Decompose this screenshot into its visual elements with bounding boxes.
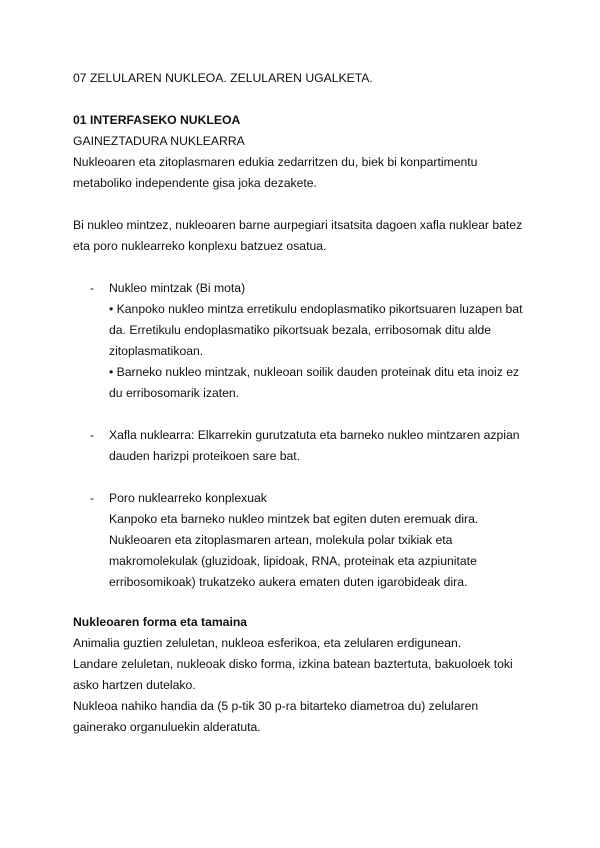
paragraph-composition (73, 215, 543, 257)
paragraph-line: Bi nukleo mintzez, nukleoaren barne aurpegiari itsatsita dagoen xafla nuklear batez (73, 218, 523, 232)
paragraph-line: gainerako organuluekin alderatuta. (73, 720, 261, 734)
paragraph-line: asko hartzen dutelako. (73, 678, 196, 692)
list-dash: - (90, 428, 95, 442)
list-item-line: Nukleoaren eta zitoplasmaren artean, molekula polar txikiak eta (109, 533, 453, 547)
section-heading: 01 INTERFASEKO NUKLEOA (73, 113, 241, 127)
list-item-line: zitoplasmatikoan. (109, 344, 204, 358)
list-item-line: Kanpoko eta barneko nukleo mintzek bat egiten duten eremuak dira. (109, 512, 479, 526)
list-item-line: makromolekulak (gluzidoak, lipidoak, RNA, proteinak eta azpiunitate (109, 554, 477, 568)
section-interfase-nukleoa (73, 110, 543, 194)
list-item-line: dauden harizpi proteikoen sare bat. (109, 449, 301, 463)
section-forma-tamaina (73, 612, 543, 738)
document-title: 07 ZELULAREN NUKLEOA. ZELULAREN UGALKETA. (73, 71, 373, 85)
paragraph-line: Nukleoaren eta zitoplasmaren edukia zedarritzen du, biek bi konpartimentu (73, 155, 478, 169)
paragraph-line: metaboliko independente gisa joka dezakete. (73, 176, 317, 190)
paragraph-line: Animalia guztien zeluletan, nukleoa esferikoa, eta zelularen erdigunean. (73, 636, 462, 650)
list-dash: - (90, 491, 95, 505)
list-item-xafla-nuklearra (73, 425, 543, 467)
list-item-line: du erribosomarik izaten. (109, 386, 240, 400)
list-item-title: Nukleo mintzak (Bi mota) (109, 281, 246, 295)
list-item-line: • Kanpoko nukleo mintza erretikulu endoplasmatiko pikortsuaren luzapen bat (109, 302, 523, 316)
list-item-nukleo-mintzak (73, 278, 543, 404)
paragraph-line: Nukleoa nahiko handia da (5 p-tik 30 p-ra bitarteko diametroa du) zelularen (73, 699, 479, 713)
list-item-line: Xafla nuklearra: Elkarrekin gurutzatuta eta barneko nukleo mintzaren azpian (109, 428, 520, 442)
list-item-line: erribosomikoak) trukatzeko aukera ematen duten igarobideak dira. (109, 575, 468, 589)
list-dash: - (90, 281, 95, 295)
list-item-line: da. Erretikulu endoplasmatiko pikortsuak bezala, erribosomak ditu alde (109, 323, 492, 337)
section-heading: Nukleoaren forma eta tamaina (73, 615, 248, 629)
section-subheading: GAINEZTADURA NUKLEARRA (73, 134, 245, 148)
paragraph-line: eta poro nuklearreko konplexu batzuez osatua. (73, 239, 327, 253)
list-item-poro-nuklearrak (73, 488, 543, 593)
list-item-title: Poro nuklearreko konplexuak (109, 491, 267, 505)
list-item-line: • Barneko nukleo mintzak, nukleoan soilik dauden proteinak ditu eta inoiz ez (109, 365, 520, 379)
paragraph-line: Landare zeluletan, nukleoak disko forma, izkina batean baztertuta, bakuoloek toki (73, 657, 513, 671)
